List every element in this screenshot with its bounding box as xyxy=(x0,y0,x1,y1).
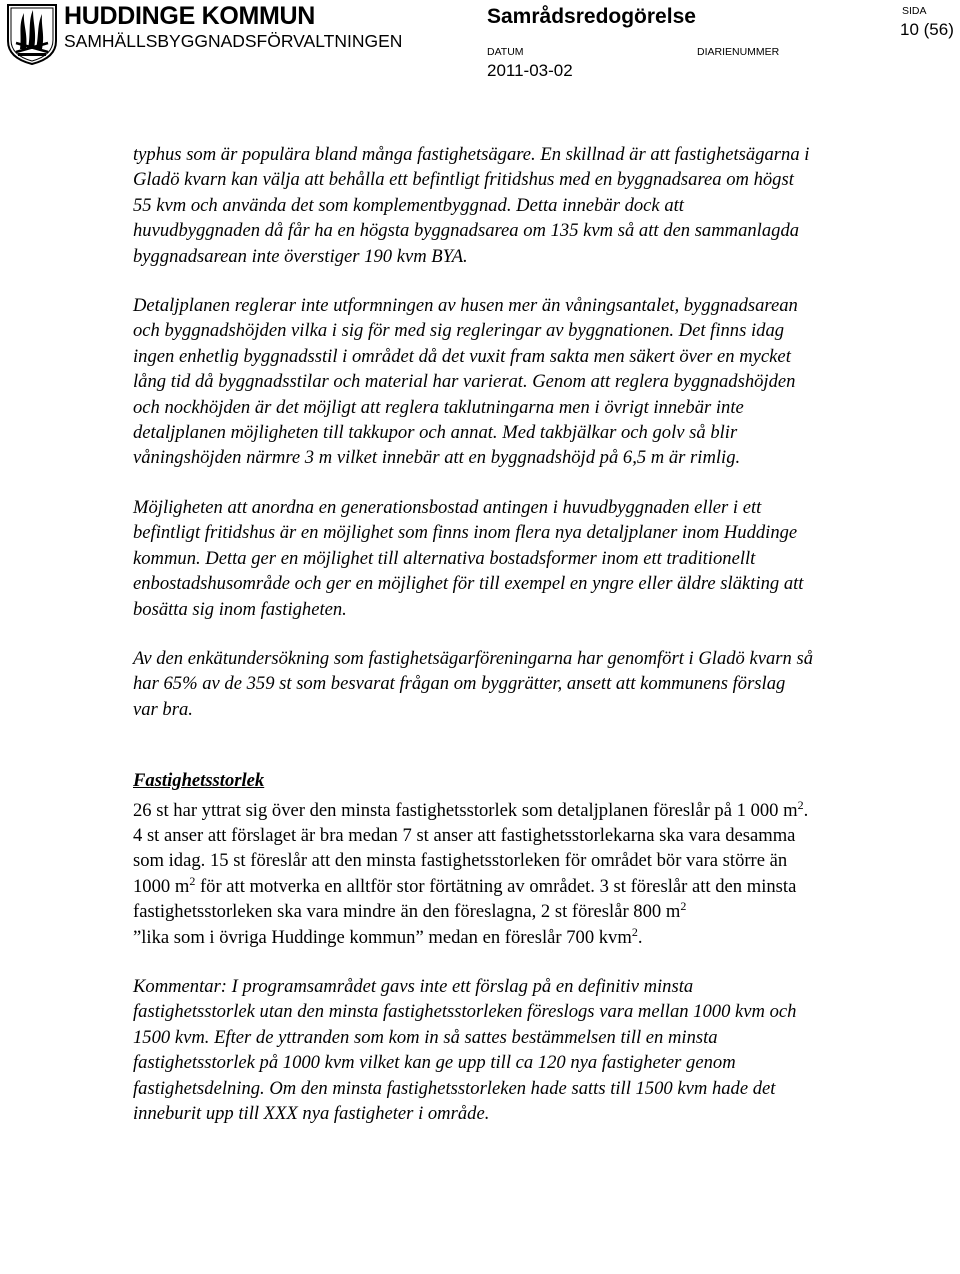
paragraph-5-part-a: 26 st har yttrat sig över den minsta fastighetsstorlek som detaljplanen föreslår på 1 000 m xyxy=(133,799,798,821)
date-label: DATUM xyxy=(487,46,524,58)
paragraph-4: Av den enkätundersökning som fastighetsägarföreningarna har genomfört i Gladö kvarn så har 65% av de 359 st som besvarat frågan om byggrätter, ansett att kommunens förslag var bra. xyxy=(133,647,813,720)
paragraph-5-part-c: för att motverka en alltför stor förtätning av området. 3 st föreslår att den minsta fastighetsstorleken ska vara mindre än den föreslagna, 2 st föreslår 800 m xyxy=(133,875,797,923)
date-value: 2011-03-02 xyxy=(487,61,573,80)
document-type: Samrådsredogörelse xyxy=(487,5,696,28)
superscript-2: 2 xyxy=(189,873,196,888)
section-heading: Fastighetsstorlek xyxy=(133,770,265,792)
paragraph-5-part-d: ”lika som i övriga Huddinge kommun” medan en föreslår 700 kvm xyxy=(133,926,632,948)
paragraph-5 xyxy=(133,798,813,950)
paragraph-6-comment: Kommentar: I programsamrådet gavs inte ett förslag på en definitiv minsta fastighetsstorlek utan den minsta fastighetsstorleken föreslogs vara mellan 1000 kvm och 1500 kvm. Efter de yttranden som kom in så sattes bestämmelsen till en minsta fastighetsstorlek på 1000 kvm vilket kan ge upp till ca 120 nya fastigheter genom fastighetsdelning. Om den minsta fastighetsstorleken hade satts till 1500 kvm hade det inneburit upp till XXX nya fastigheter i område. xyxy=(133,975,797,1124)
department-name: SAMHÄLLSBYGGNADSFÖRVALTNINGEN xyxy=(64,31,403,51)
superscript-1: 2 xyxy=(797,797,804,812)
document-body xyxy=(133,142,813,1150)
paragraph-5-part-e: . xyxy=(637,926,643,948)
superscript-4: 2 xyxy=(631,924,638,939)
paragraph-2: Detaljplanen reglerar inte utformningen av husen mer än våningsantalet, byggnadsarean och byggnadshöjden vilka i sig för med sig regleringar av byggnationen. Det finns idag ingen enhetlig byggnadsstil i området då det vuxit fram sakta men säkert över en mycket lång tid då byggnadsstilar och material har varierat. Genom att reglera byggnadshöjden och nockhöjden är det möjligt att reglera taklutningarna men i övrigt innebär inte detaljplanen möjligheten till takkupor och annat. Med takbjälkar och golv så blir våningshöjden närmre 3 m vilket innebär att en byggnadshöjd på 6,5 m är rimlig. xyxy=(133,295,798,469)
superscript-3: 2 xyxy=(680,899,687,914)
organization-name: HUDDINGE KOMMUN xyxy=(64,2,316,30)
diarienummer-label: DIARIENUMMER xyxy=(697,46,780,58)
huddinge-coat-of-arms-icon xyxy=(6,3,58,65)
page-number: 10 (56) xyxy=(900,20,954,39)
paragraph-3: Möjligheten att anordna en generationsbostad antingen i huvudbyggnaden eller i ett befintligt fritidshus är en möjlighet som finns inom flera nya detaljplaner inom Huddinge kommun. Detta ger en möjlighet till alternativa bostadsformer inom ett traditionellt enbostadshusområde och ger en möjlighet för till exempel en yngre eller äldre släkting att bosätta sig inom fastigheten. xyxy=(133,496,804,620)
paragraph-5-part-b: . 4 st anser att förslaget är bra medan 7 st anser att fastighetsstorlekarna ska vara desamma som idag. 15 st föreslår att den minsta fastighetsstorleken för området bör vara större än 1000 m xyxy=(133,799,809,897)
page-header xyxy=(0,0,960,90)
paragraph-1: typhus som är populära bland många fastighetsägare. En skillnad är att fastighetsägarna i Gladö kvarn kan välja att behålla ett befintligt fritidshus med en byggnadsarea om högst 55 kvm och använda det som komplementbyggnad. Detta innebär dock att huvudbyggnaden då får ha en högsta byggnadsarea om 135 kvm så att den sammanlagda byggnadsarean inte överstiger 190 kvm BYA. xyxy=(133,144,810,267)
page-label: SIDA xyxy=(902,5,927,17)
